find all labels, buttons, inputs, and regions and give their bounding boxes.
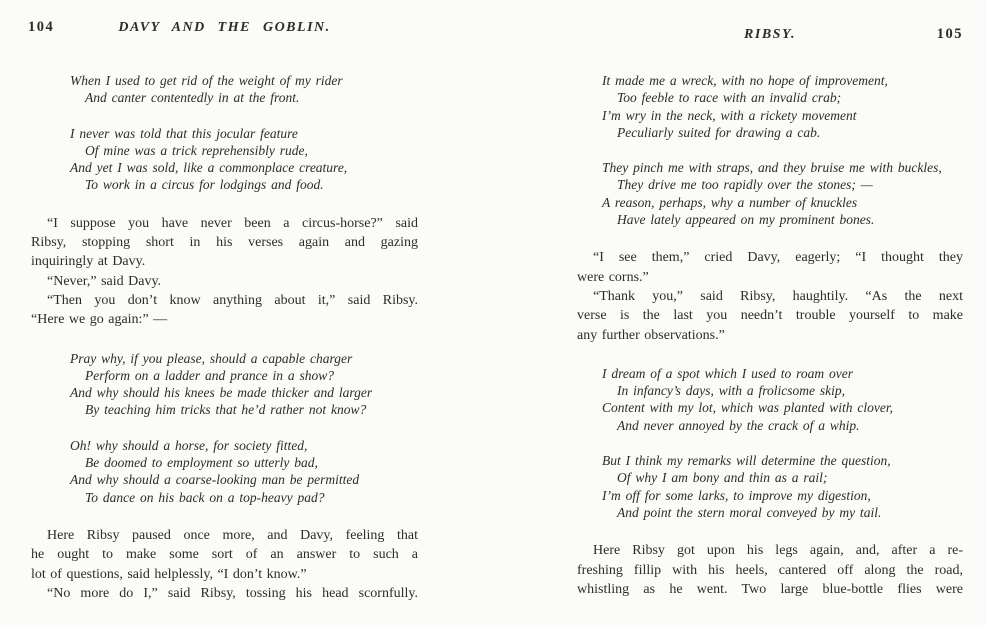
prose-line: “I suppose you have never been a circus-horse?” said xyxy=(47,215,418,231)
verse-block xyxy=(70,437,418,506)
verse-line: I’m wry in the neck, with a rickety movement xyxy=(602,107,857,123)
verse-line: A reason, perhaps, why a number of knuckles xyxy=(602,194,858,210)
prose-block xyxy=(31,214,418,330)
prose-line: “Never,” said Davy. xyxy=(47,273,162,289)
verse-line: Have lately appeared on my prominent bones. xyxy=(617,212,875,228)
page-header xyxy=(28,19,418,40)
verse-line: Oh! why should a horse, for society fitted, xyxy=(70,437,308,453)
page-number: 104 xyxy=(28,19,55,35)
verse-block xyxy=(602,159,963,228)
verse-line: Of mine was a trick reprehensibly rude, xyxy=(85,142,308,158)
prose-line: were corns.” xyxy=(577,269,649,285)
prose-block xyxy=(31,526,418,603)
page-left xyxy=(28,0,418,625)
verse-line: I never was told that this jocular feature xyxy=(70,125,298,141)
verse-line: And why should a coarse-looking man be permitted xyxy=(70,472,360,488)
page-right xyxy=(577,0,963,625)
prose-line: Ribsy, stopping short in his verses again and gazing xyxy=(31,235,418,251)
verse-line: Content with my lot, which was planted with clover, xyxy=(602,400,893,416)
verse-line: To work in a circus for lodgings and food. xyxy=(85,177,324,193)
verse-block xyxy=(602,72,963,141)
prose-line: “Thank you,” said Ribsy, haughtily. “As the next xyxy=(593,288,963,304)
prose-line: inquiringly at Davy. xyxy=(31,254,146,270)
prose-line: Here Ribsy paused once more, and Davy, feeling that xyxy=(47,527,418,543)
verse-block xyxy=(70,350,418,419)
verse-line: Peculiarly suited for drawing a cab. xyxy=(617,124,821,140)
verse-line: And canter contentedly in at the front. xyxy=(85,90,300,106)
running-head: DAVY AND THE GOBLIN. xyxy=(118,20,331,35)
prose-line: he ought to make some sort of an answer to such a xyxy=(31,547,418,563)
verse-line: And point the stern moral conveyed by my tail. xyxy=(617,504,882,520)
verse-line: When I used to get rid of the weight of my rider xyxy=(70,73,343,88)
verse-block xyxy=(70,125,418,194)
verse-line: They drive me too rapidly over the stones; — xyxy=(617,177,873,193)
verse-line: But I think my remarks will determine the question, xyxy=(602,453,891,469)
text-column xyxy=(31,54,418,623)
prose-line: whistling as he went. Two large blue-bottle flies were xyxy=(577,581,963,597)
verse-block xyxy=(602,365,963,434)
verse-line: And why should his knees be made thicker and larger xyxy=(70,385,373,401)
verse-line: Be doomed to employment so utterly bad, xyxy=(85,455,318,471)
verse-line: Too feeble to race with an invalid crab; xyxy=(617,90,842,106)
verse-line: It made me a wreck, with no hope of improvement, xyxy=(602,73,888,88)
running-head: RIBSY. xyxy=(744,27,796,42)
verse-line: And never annoyed by the crack of a whip. xyxy=(617,417,860,433)
verse-line: Perform on a ladder and prance in a show? xyxy=(85,367,334,383)
prose-line: freshing fillip with his heels, cantered off along the road, xyxy=(577,562,963,578)
verse-line: They pinch me with straps, and they bruise me with buckles, xyxy=(602,160,942,176)
prose-line: any further observations.” xyxy=(577,327,725,343)
verse-line: And yet I was sold, like a commonplace creature, xyxy=(70,160,348,176)
verse-line: In infancy’s days, with a frolicsome skip, xyxy=(617,383,845,399)
verse-line: Of why I am bony and thin as a rail; xyxy=(617,470,828,486)
prose-block xyxy=(577,541,963,599)
prose-line: “I see them,” cried Davy, eagerly; “I thought they xyxy=(593,250,963,266)
verse-line: I dream of a spot which I used to roam over xyxy=(602,365,853,381)
prose-line: “No more do I,” said Ribsy, tossing his head scornfully. xyxy=(47,585,418,601)
verse-line: By teaching him tricks that he’d rather not know? xyxy=(85,402,367,418)
prose-block xyxy=(577,248,963,344)
verse-line: Pray why, if you please, should a capable charger xyxy=(70,350,353,366)
prose-line: “Then you don’t know anything about it,” said Ribsy. xyxy=(47,292,418,308)
prose-line: verse is the last you needn’t trouble yourself to make xyxy=(577,308,963,324)
verse-line: I’m off for some larks, to improve my digestion, xyxy=(602,487,871,503)
text-column xyxy=(577,54,963,619)
page-header xyxy=(577,27,963,47)
verse-block xyxy=(602,452,963,521)
verse-line: To dance on his back on a top-heavy pad? xyxy=(85,489,325,505)
prose-line: “Here we go again:” — xyxy=(31,312,168,328)
prose-line: lot of questions, said helplessly, “I don’t know.” xyxy=(31,566,307,582)
prose-line: Here Ribsy got upon his legs again, and, after a re- xyxy=(593,543,963,559)
page-number: 105 xyxy=(936,26,963,42)
verse-block xyxy=(70,72,418,107)
